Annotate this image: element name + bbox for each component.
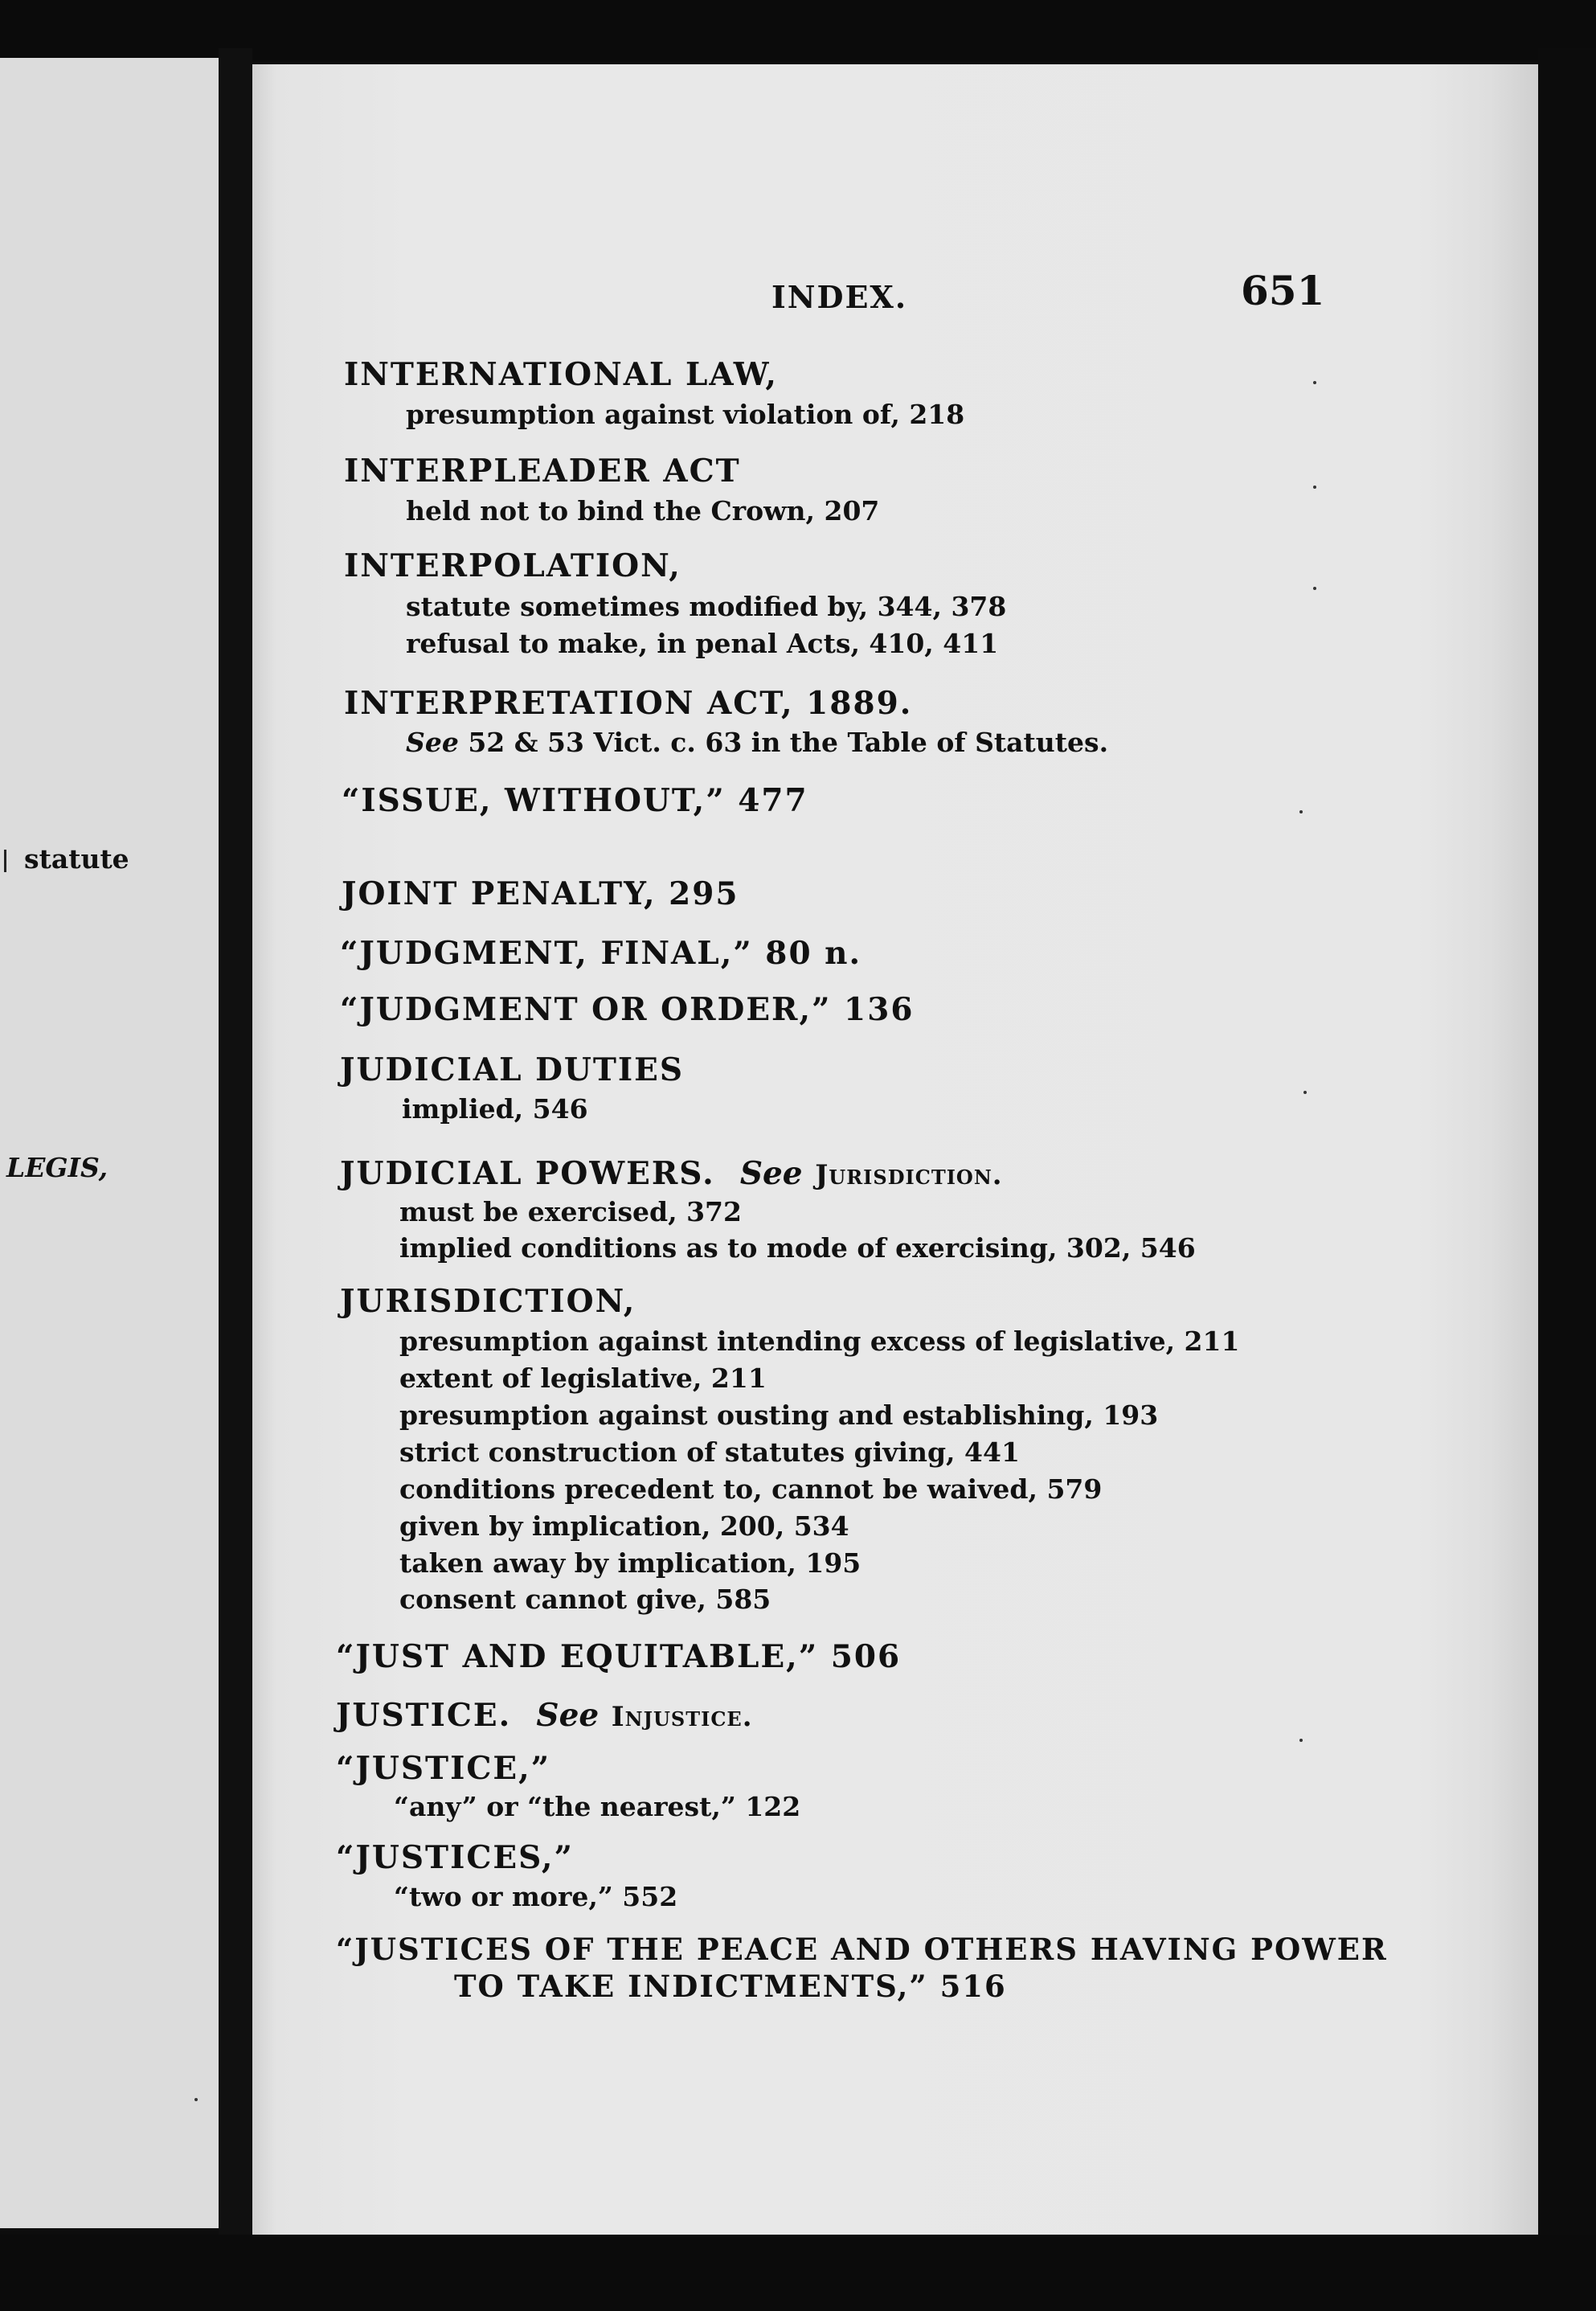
see-target: Jurisdiction. xyxy=(815,1159,1003,1191)
entry-heading-judgment-final: “JUDGMENT, FINAL,” 80 n. xyxy=(340,935,862,972)
entry-see-reference xyxy=(406,725,1108,760)
left-fragment-statute: statute xyxy=(4,842,129,877)
entry-sub: held not to bind the Crown, 207 xyxy=(406,495,880,527)
entry-heading-jurisdiction: JURISDICTION, xyxy=(340,1283,636,1320)
entry-heading-judgment-or-order: “JUDGMENT OR ORDER,” 136 xyxy=(340,991,915,1028)
entry-sub: conditions precedent to, cannot be waived, 579 xyxy=(399,1473,1103,1505)
scan-speck xyxy=(1299,1739,1303,1742)
scan-speck xyxy=(1313,381,1316,384)
book-gutter xyxy=(219,48,252,2251)
entry-sub: presumption against ousting and establishing, 193 xyxy=(399,1399,1159,1431)
entry-heading-judicial-duties: JUDICIAL DUTIES xyxy=(340,1051,685,1088)
entry-sub: statute sometimes modified by, 344, 378 xyxy=(406,591,1007,622)
heading-text: JUSTICE. xyxy=(336,1697,512,1734)
left-fragment-legis: LEGIS, xyxy=(6,1152,108,1183)
entry-heading-interpleader-act: INTERPLEADER ACT xyxy=(344,453,741,490)
scan-speck xyxy=(1303,1091,1307,1094)
see-target: 52 & 53 Vict. c. 63 in the Table of Statutes. xyxy=(468,727,1109,758)
see-label: See xyxy=(739,1155,803,1192)
entry-sub: taken away by implication, 195 xyxy=(399,1547,861,1579)
see-target: Injustice. xyxy=(611,1701,753,1733)
entry-heading-continuation: TO TAKE INDICTMENTS,” 516 xyxy=(454,1969,1007,2004)
entry-heading-international-law: INTERNATIONAL LAW, xyxy=(344,356,779,393)
entry-heading-just-and-equitable: “JUST AND EQUITABLE,” 506 xyxy=(336,1638,902,1675)
entry-heading-justice-see xyxy=(336,1698,753,1735)
entry-heading-justice: “JUSTICE,” xyxy=(336,1750,551,1787)
entry-heading-justices: “JUSTICES,” xyxy=(336,1839,574,1876)
entry-sub: consent cannot give, 585 xyxy=(399,1584,771,1615)
entry-heading-joint-penalty: JOINT PENALTY, 295 xyxy=(342,875,739,912)
scan-bottom-border xyxy=(0,2235,1596,2311)
scan-speck xyxy=(194,2098,198,2101)
scan-speck xyxy=(1313,486,1316,489)
running-head: INDEX. xyxy=(771,279,908,315)
entry-heading-interpretation-act: INTERPRETATION ACT, 1889. xyxy=(344,685,913,722)
entry-sub: extent of legislative, 211 xyxy=(399,1362,767,1394)
entry-heading-justices-of-the-peace: “JUSTICES OF THE PEACE AND OTHERS HAVING POWER xyxy=(336,1932,1388,1967)
scan-speck xyxy=(1313,587,1316,590)
entry-sub: presumption against intending excess of legislative, 211 xyxy=(399,1326,1240,1357)
entry-sub: must be exercised, 372 xyxy=(399,1196,742,1227)
entry-sub: strict construction of statutes giving, 441 xyxy=(399,1436,1020,1468)
entry-sub: implied conditions as to mode of exercising, 302, 546 xyxy=(399,1232,1196,1264)
left-page xyxy=(0,58,219,2228)
see-label: See xyxy=(406,727,459,758)
page-number: 651 xyxy=(1241,267,1325,314)
entry-heading-judicial-powers xyxy=(340,1156,1003,1193)
entry-sub: refusal to make, in penal Acts, 410, 411 xyxy=(406,628,999,659)
heading-text: JUDICIAL POWERS. xyxy=(340,1155,715,1192)
entry-heading-issue-without: “ISSUE, WITHOUT,” 477 xyxy=(342,782,808,819)
entry-heading-interpolation: INTERPOLATION, xyxy=(344,547,681,584)
entry-sub: “any” or “the nearest,” 122 xyxy=(394,1791,801,1822)
scan-speck xyxy=(1299,810,1303,813)
entry-sub: given by implication, 200, 534 xyxy=(399,1510,849,1542)
entry-sub: presumption against violation of, 218 xyxy=(406,399,965,430)
see-label: See xyxy=(536,1697,600,1734)
entry-sub: implied, 546 xyxy=(402,1093,588,1125)
scan-right-border xyxy=(1538,48,1596,2311)
entry-sub: “two or more,” 552 xyxy=(394,1881,678,1912)
